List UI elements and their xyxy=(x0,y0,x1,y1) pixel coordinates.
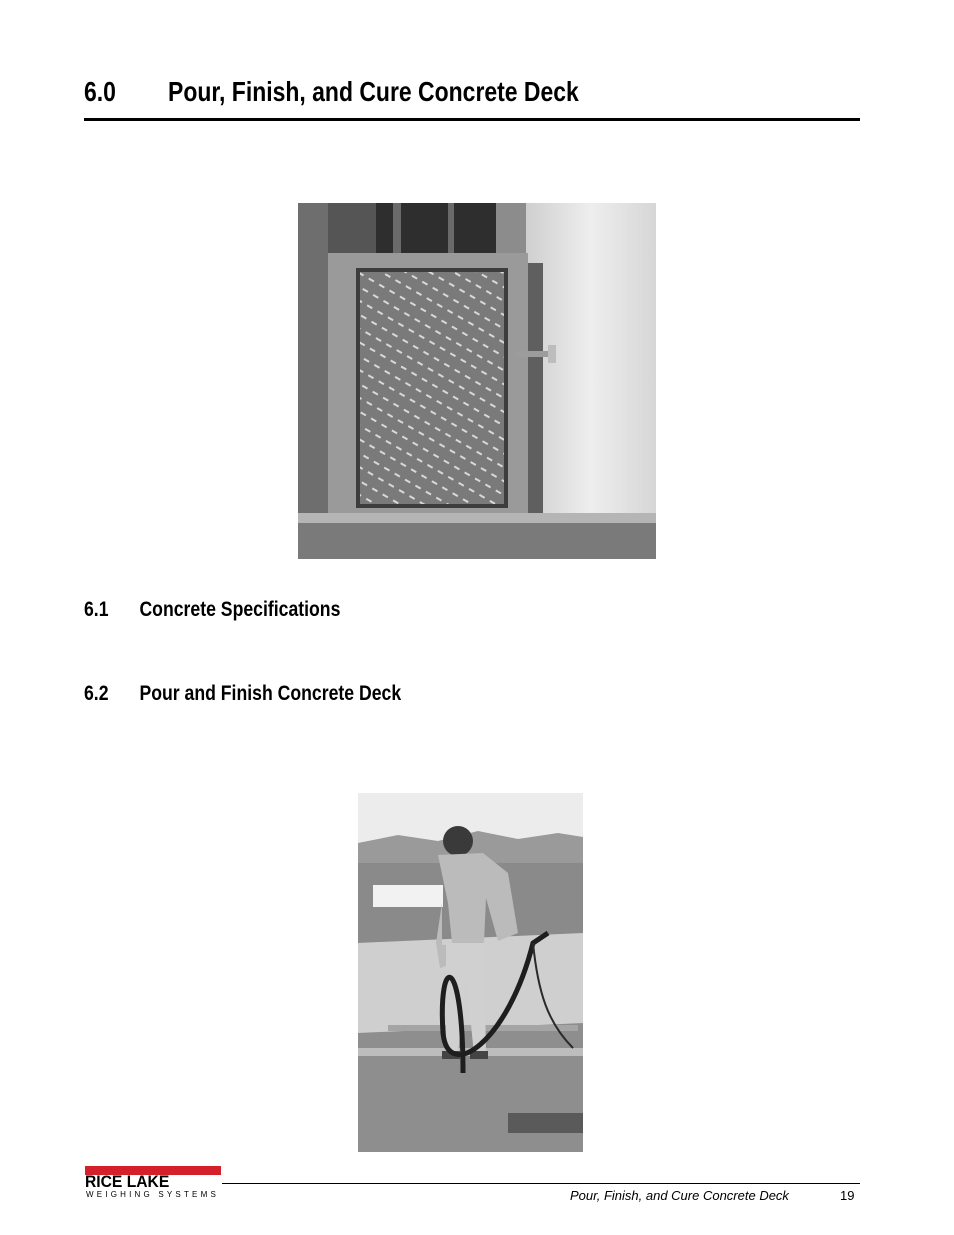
section-number: 6.0 xyxy=(84,76,116,107)
section-heading xyxy=(84,72,860,121)
footer-divider xyxy=(222,1183,860,1184)
subsection-heading-6-1 xyxy=(84,598,340,622)
subsection-number: 6.1 xyxy=(84,598,109,621)
subsection-title: Pour and Finish Concrete Deck xyxy=(139,682,402,705)
page-number: 19 xyxy=(840,1188,855,1203)
logo-subtitle: WEIGHING SYSTEMS xyxy=(86,1190,219,1199)
section-title: Pour, Finish, and Cure Concrete Deck xyxy=(168,76,579,107)
rice-lake-logo xyxy=(85,1166,223,1202)
logo-name: RICE LAKE xyxy=(85,1172,170,1191)
footer-title: Pour, Finish, and Cure Concrete Deck xyxy=(570,1188,789,1203)
worker-photo xyxy=(358,793,583,1152)
subsection-number: 6.2 xyxy=(84,682,109,705)
subsection-heading-6-2 xyxy=(84,682,401,706)
deck-frame-photo xyxy=(298,203,656,559)
subsection-title: Concrete Specifications xyxy=(139,598,341,621)
